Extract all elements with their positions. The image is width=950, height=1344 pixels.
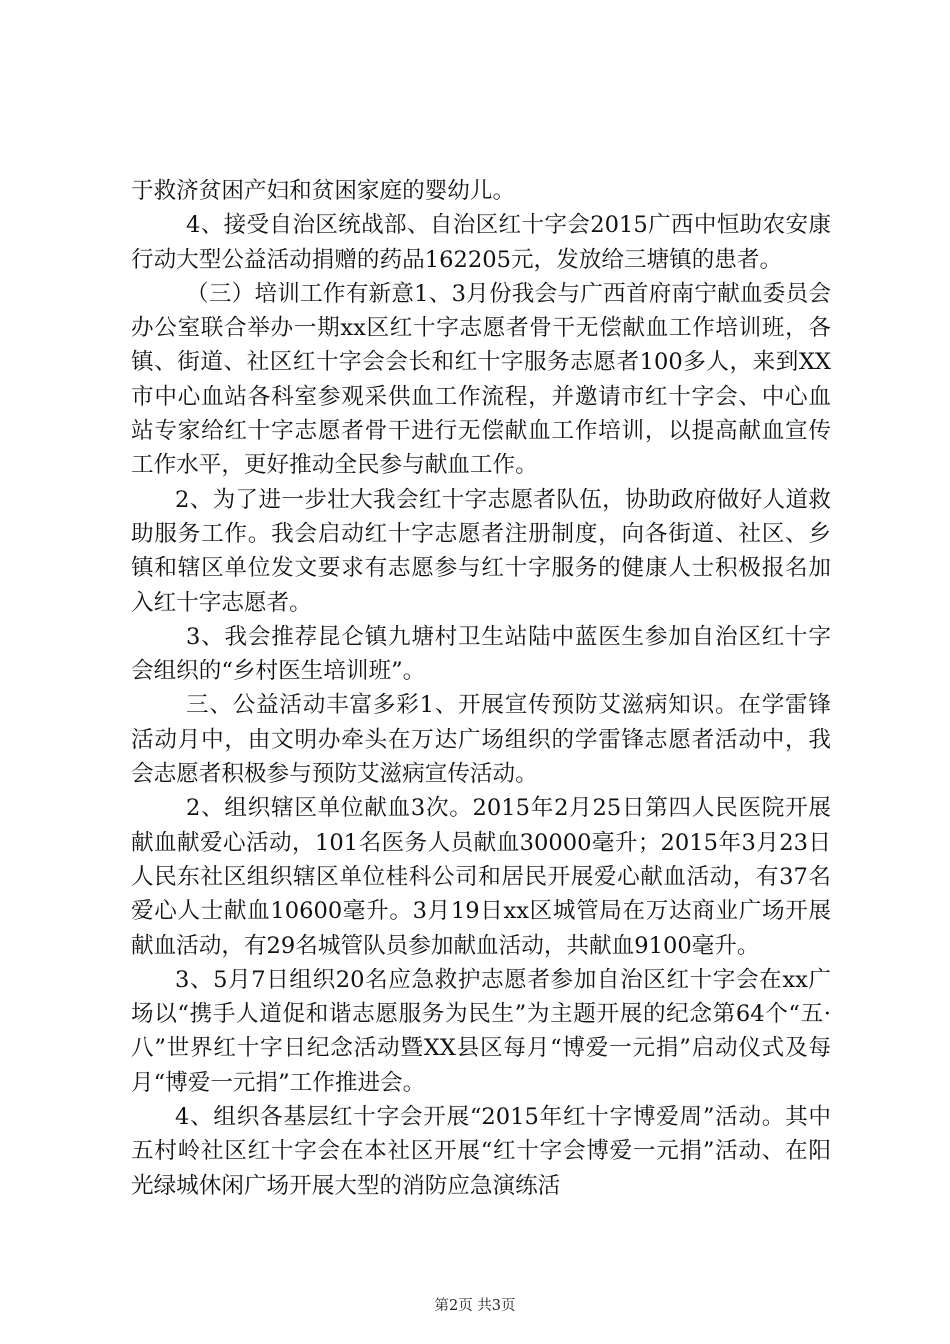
paragraph-item-2-volunteers: 2、为了进一步壮大我会红十字志愿者队伍，协助政府做好人道救助服务工作。我会启动红十字志愿者注册制度，向各街道、社区、乡镇和辖区单位发文要求有志愿参与红十字服务的健康人士积极报名加入红十字志愿者。 bbox=[131, 486, 831, 616]
paragraph-public-welfare-section: 三、公益活动丰富多彩1、开展宣传预防艾滋病知识。在学雷锋活动月中，由文明办牵头在万达广场组织的学雷锋志愿者活动中，我会志愿者积极参与预防艾滋病宣传活动。 bbox=[131, 692, 831, 788]
paragraph-item-2-blood-donation: 2、组织辖区单位献血3次。2015年2月25日第四人民医院开展献血献爱心活动，101名医务人员献血30000毫升；2015年3月23日人民东社区组织辖区单位桂科公司和居民开展爱心献血活动，有37名爱心人士献血10600毫升。3月19日xx区城管局在万达商业广场开展献血活动，有29名城管队员参加献血活动，共献血9100毫升。 bbox=[131, 795, 831, 959]
page-footer: 第2页 共3页 bbox=[434, 1298, 516, 1314]
paragraph-item-3-red-cross-day: 3、5月7日组织20名应急救护志愿者参加自治区红十字会在xx广场以“携手人道促和谐志愿服务为民生”为主题开展的纪念第64个“五·八”世界红十字日纪念活动暨XX县区每月“博爱一元捐”启动仪式及每月“博爱一元捐”工作推进会。 bbox=[131, 966, 831, 1096]
paragraph-item-4-donation: 4、接受自治区统战部、自治区红十字会2015广西中恒助农安康行动大型公益活动捐赠的药品162205元，发放给三塘镇的患者。 bbox=[131, 212, 831, 273]
paragraph-item-4-charity-week: 4、组织各基层红十字会开展“2015年红十字博爱周”活动。其中五村岭社区红十字会在本社区开展“红十字会博爱一元捐”活动、在阳光绿城休闲广场开展大型的消防应急演练活 bbox=[131, 1104, 831, 1199]
paragraph-training-section: （三）培训工作有新意1、3月份我会与广西首府南宁献血委员会办公室联合举办一期xx区红十字志愿者骨干无偿献血工作培训班，各镇、街道、社区红十字会会长和红十字服务志愿者100多人，来到XX市中心血站各科室参观采供血工作流程，并邀请市红十字会、中心血站专家给红十字志愿者骨干进行无偿献血工作培训，以提高献血宣传工作水平，更好推动全民参与献血工作。 bbox=[131, 280, 831, 479]
paragraph-item-3-doctor-training: 3、我会推荐昆仑镇九塘村卫生站陆中蓝医生参加自治区红十字会组织的“乡村医生培训班”。 bbox=[131, 623, 831, 685]
document-body bbox=[131, 174, 831, 1203]
paragraph-continuation: 于救济贫困产妇和贫困家庭的婴幼儿。 bbox=[131, 178, 516, 204]
